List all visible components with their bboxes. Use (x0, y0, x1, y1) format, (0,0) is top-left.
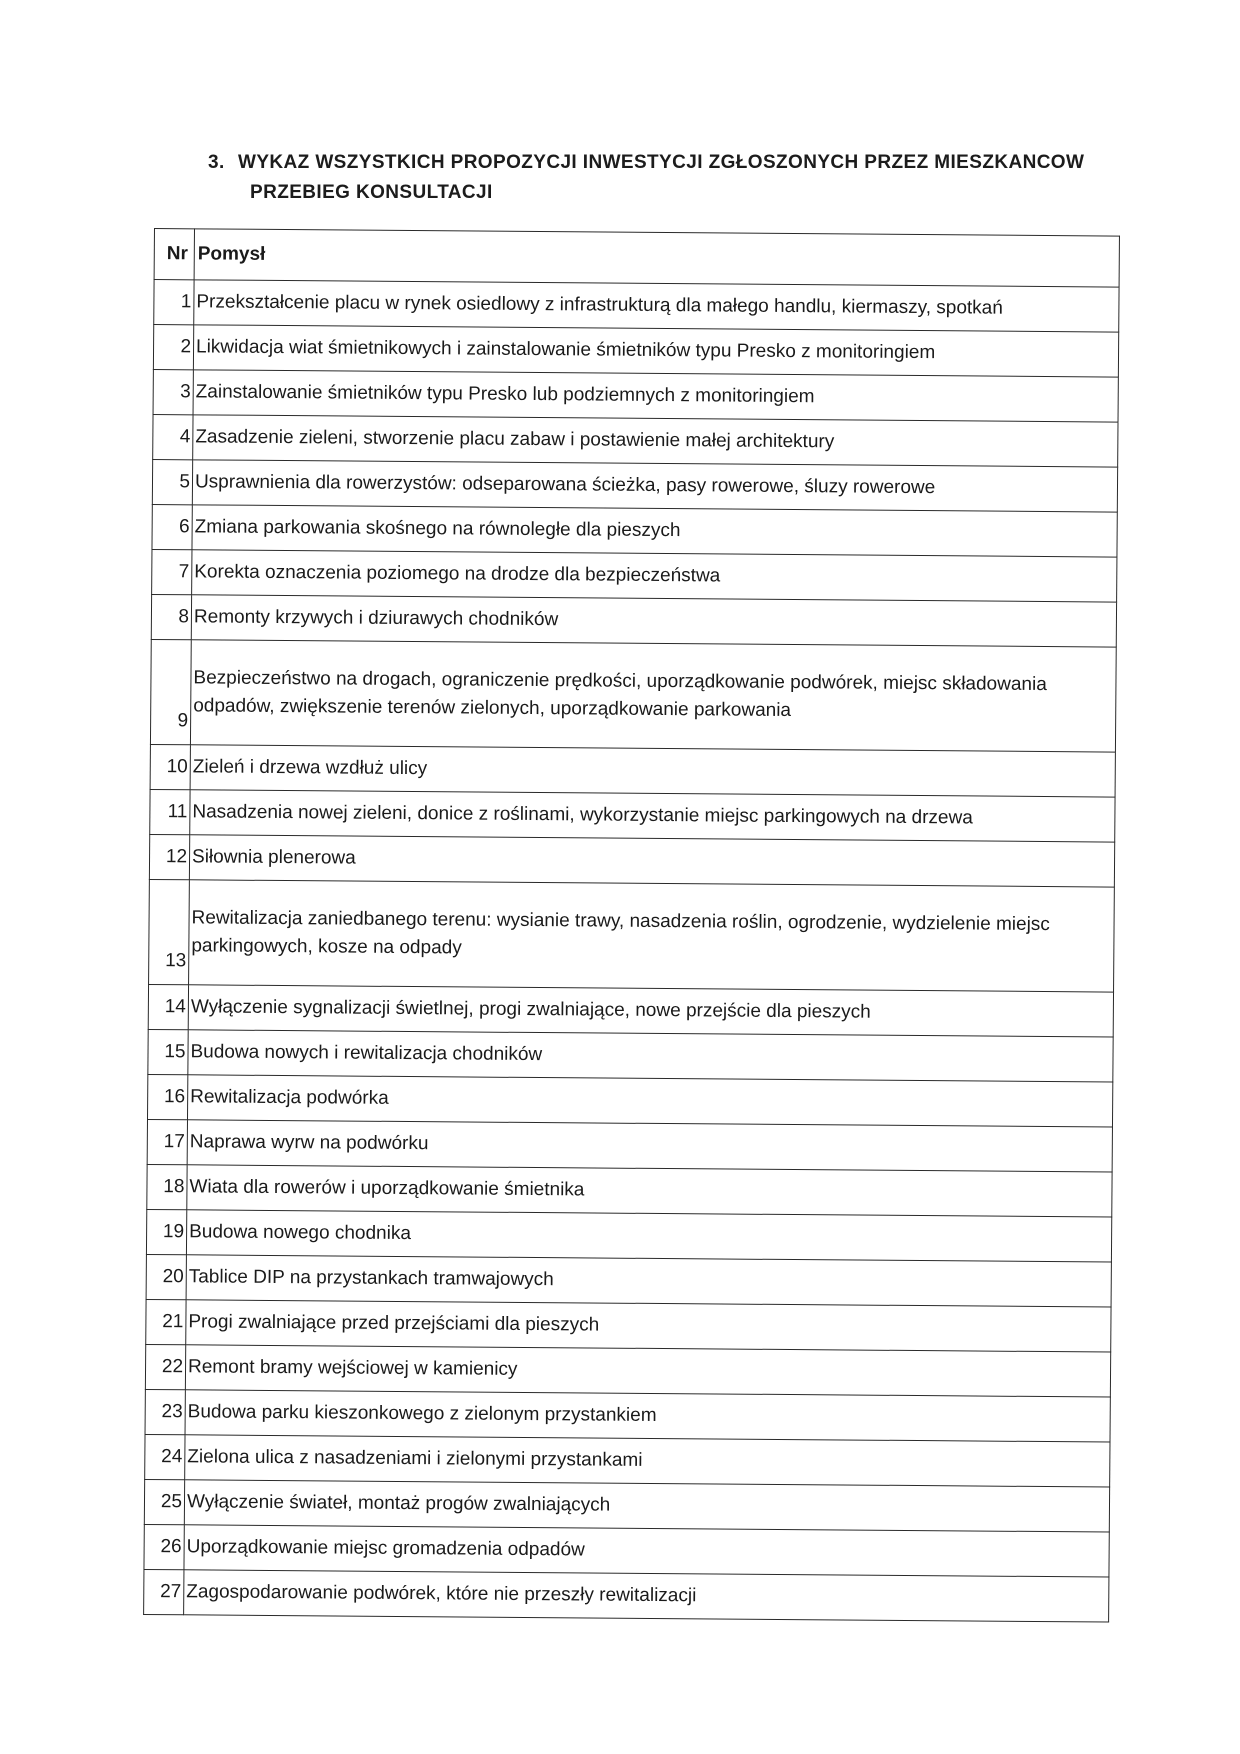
row-idea: Zielona ulica z nasadzeniami i zielonymi przystankami (185, 1435, 1110, 1487)
table-row (153, 369, 1118, 422)
row-idea: Tablice DIP na przystankach tramwajowych (186, 1255, 1111, 1307)
row-idea: Wyłączenie sygnalizacji świetlnej, progi zwalniające, nowe przejście dla pieszych (188, 985, 1113, 1037)
section-number: 3. (208, 152, 225, 173)
row-idea: Bezpieczeństwo na drogach, ograniczenie prędkości, uporządkowanie podwórek, miejsc składowania odpadów, zwiększenie terenów zielonych, uporządkowanie parkowania (190, 640, 1116, 752)
row-number: 13 (149, 879, 190, 984)
table-body (144, 280, 1119, 1623)
table-row (152, 549, 1117, 602)
table-row (151, 594, 1116, 647)
row-number: 14 (148, 984, 188, 1029)
section-subtitle: PRZEBIEG KONSULTACJI (250, 182, 493, 203)
table-row (150, 789, 1115, 842)
row-number: 3 (153, 369, 193, 414)
row-number: 18 (147, 1164, 187, 1209)
row-number: 17 (147, 1119, 187, 1164)
row-number: 20 (146, 1254, 186, 1299)
table-row (145, 1434, 1110, 1487)
section-heading (208, 148, 1148, 208)
row-number: 24 (145, 1434, 185, 1479)
table-row (149, 879, 1115, 992)
table-row (149, 834, 1114, 887)
row-number: 9 (150, 639, 191, 744)
column-header-idea: Pomysł (194, 229, 1119, 287)
table-row (154, 280, 1119, 333)
row-idea: Likwidacja wiat śmietnikowych i zainstalowanie śmietników typu Presko z monitoringiem (193, 325, 1118, 377)
row-number: 6 (152, 504, 192, 549)
row-number: 12 (149, 834, 189, 879)
row-idea: Zieleń i drzewa wzdłuż ulicy (190, 745, 1115, 797)
row-idea: Wyłączenie świateł, montaż progów zwalniających (184, 1480, 1109, 1532)
row-number: 19 (146, 1209, 186, 1254)
row-idea: Remonty krzywych i dziurawych chodników (191, 595, 1116, 647)
row-number: 8 (151, 594, 191, 639)
row-idea: Progi zwalniające przed przejściami dla pieszych (186, 1300, 1111, 1352)
row-number: 25 (144, 1479, 184, 1524)
row-number: 2 (153, 325, 193, 370)
row-idea: Remont bramy wejściowej w kamienicy (185, 1345, 1110, 1397)
table-row (147, 1119, 1112, 1172)
table-row (145, 1389, 1110, 1442)
row-number: 4 (153, 414, 193, 459)
row-idea: Siłownia plenerowa (189, 835, 1114, 887)
row-idea: Uporządkowanie miejsc gromadzenia odpadów (184, 1525, 1109, 1577)
row-idea: Budowa nowego chodnika (186, 1210, 1111, 1262)
table-row (145, 1344, 1110, 1397)
table-row (146, 1209, 1111, 1262)
table-row (146, 1254, 1111, 1307)
row-number: 1 (154, 280, 194, 325)
table-row (148, 984, 1113, 1037)
table-row (152, 459, 1117, 512)
row-idea: Budowa nowych i rewitalizacja chodników (188, 1030, 1113, 1082)
row-number: 16 (147, 1074, 187, 1119)
table-row (144, 1569, 1109, 1622)
row-number: 7 (152, 549, 192, 594)
row-number: 22 (145, 1344, 185, 1389)
row-number: 5 (152, 459, 192, 504)
proposals-table (143, 228, 1120, 1623)
table-row (153, 325, 1118, 378)
row-idea: Zagospodarowanie podwórek, które nie przeszły rewitalizacji (184, 1570, 1109, 1622)
row-idea: Budowa parku kieszonkowego z zielonym przystankiem (185, 1390, 1110, 1442)
row-idea: Wiata dla rowerów i uporządkowanie śmietnika (187, 1165, 1112, 1217)
table-row (152, 504, 1117, 557)
row-idea: Naprawa wyrw na podwórku (187, 1120, 1112, 1172)
row-number: 21 (146, 1299, 186, 1344)
column-header-nr: Nr (154, 229, 194, 280)
table-row (150, 639, 1116, 752)
table-header-row (154, 229, 1119, 288)
row-idea: Zmiana parkowania skośnego na równoległe dla pieszych (192, 505, 1117, 557)
row-idea: Rewitalizacja zaniedbanego terenu: wysianie trawy, nasadzenia roślin, ogrodzenie, wydzielenie miejsc parkingowych, kosze na odpady (189, 880, 1115, 992)
table-row (147, 1164, 1112, 1217)
table-row (150, 744, 1115, 797)
table-row (148, 1029, 1113, 1082)
table-row (153, 414, 1118, 467)
row-number: 23 (145, 1389, 185, 1434)
row-idea: Przekształcenie placu w rynek osiedlowy z infrastrukturą dla małego handlu, kiermaszy, spotkań (194, 280, 1119, 332)
table-row (146, 1299, 1111, 1352)
table-row (144, 1479, 1109, 1532)
section-title: WYKAZ WSZYSTKICH PROPOZYCJI INWESTYCJI ZGŁOSZONYCH PRZEZ MIESZKANCOW (238, 152, 1085, 173)
row-number: 11 (150, 789, 190, 834)
row-idea: Rewitalizacja podwórka (187, 1075, 1112, 1127)
row-number: 15 (148, 1029, 188, 1074)
row-number: 10 (150, 744, 190, 789)
table-row (147, 1074, 1112, 1127)
heading-line-1 (208, 148, 1148, 178)
row-idea: Nasadzenia nowej zieleni, donice z roślinami, wykorzystanie miejsc parkingowych na drzewa (190, 790, 1115, 842)
row-idea: Usprawnienia dla rowerzystów: odseparowana ścieżka, pasy rowerowe, śluzy rowerowe (192, 460, 1117, 512)
table-row (144, 1524, 1109, 1577)
row-idea: Zainstalowanie śmietników typu Presko lub podziemnych z monitoringiem (193, 370, 1118, 422)
row-idea: Zasadzenie zieleni, stworzenie placu zabaw i postawienie małej architektury (193, 415, 1118, 467)
row-number: 27 (144, 1569, 184, 1614)
row-number: 26 (144, 1524, 184, 1569)
row-idea: Korekta oznaczenia poziomego na drodze dla bezpieczeństwa (192, 550, 1117, 602)
